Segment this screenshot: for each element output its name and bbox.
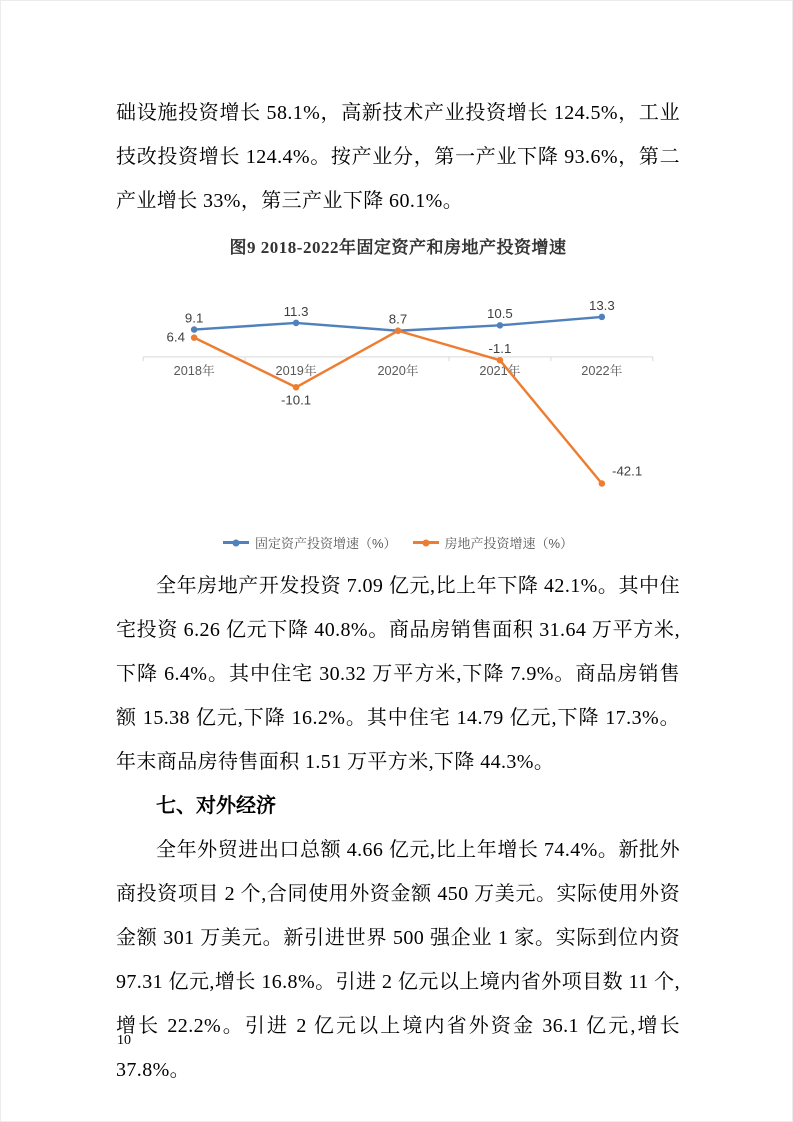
chart-legend bbox=[116, 533, 680, 552]
svg-text:-10.1: -10.1 bbox=[280, 392, 312, 408]
legend-item bbox=[223, 533, 397, 552]
svg-text:2019年: 2019年 bbox=[275, 363, 317, 379]
legend-label: 房地产投资增速（%） bbox=[444, 536, 574, 551]
legend-item bbox=[413, 533, 574, 552]
svg-text:2021年: 2021年 bbox=[479, 363, 521, 379]
legend-line-marker-icon bbox=[413, 541, 439, 544]
legend-label: 固定资产投资增速（%） bbox=[254, 536, 397, 551]
line-chart bbox=[133, 270, 663, 507]
svg-text:2018年: 2018年 bbox=[173, 363, 215, 379]
paragraph-investment-growth: 础设施投资增长 58.1%，高新技术产业投资增长 124.5%，工业技改投资增长 124.4%。按产业分，第一产业下降 93.6%，第二产业增长 33%，第三产业下降 60.1%。 bbox=[116, 102, 680, 212]
page-number: 10 bbox=[117, 1033, 131, 1048]
svg-text:10.5: 10.5 bbox=[487, 306, 513, 322]
svg-text:8.7: 8.7 bbox=[388, 311, 408, 327]
svg-text:-42.1: -42.1 bbox=[612, 463, 643, 479]
svg-text:11.3: 11.3 bbox=[283, 303, 309, 319]
chart-title: 图9 2018-2022年固定资产和房地产投资增速 bbox=[229, 238, 567, 257]
section-heading-foreign-economy: 七、对外经济 bbox=[156, 795, 276, 817]
paragraph-real-estate: 全年房地产开发投资 7.09 亿元,比上年下降 42.1%。其中住宅投资 6.26 亿元下降 40.8%。商品房销售面积 31.64 万平方米,下降 6.4%。其中住宅 30.32 万平方米,下降 7.9%。商品房销售额 15.38 亿元,下降 16.2%。其中住宅 14.79 亿元,下降 17.3%。年末商品房待售面积 1.51 万平方米,下降 44.3%。 bbox=[116, 575, 680, 773]
svg-text:13.3: 13.3 bbox=[588, 297, 615, 313]
svg-text:9.1: 9.1 bbox=[184, 310, 204, 326]
legend-line-marker-icon bbox=[223, 541, 249, 544]
svg-text:2022年: 2022年 bbox=[581, 363, 623, 379]
svg-text:2020年: 2020年 bbox=[377, 363, 419, 379]
svg-text:6.4: 6.4 bbox=[166, 329, 185, 345]
figure-9 bbox=[116, 233, 680, 552]
svg-text:-1.1: -1.1 bbox=[488, 341, 512, 357]
paragraph-foreign-trade: 全年外贸进出口总额 4.66 亿元,比上年增长 74.4%。新批外商投资项目 2 个,合同使用外资金额 450 万美元。实际使用外资金额 301 万美元。新引进世界 500 强企业 1 家。实际到位内资 97.31 亿元,增长 16.8%。引进 2 亿元以上境内省外项目数 11 个,增长 22.2%。引进 2 亿元以上境内省外资金 36.1 亿元,增长 37.8%。 bbox=[116, 839, 680, 1081]
